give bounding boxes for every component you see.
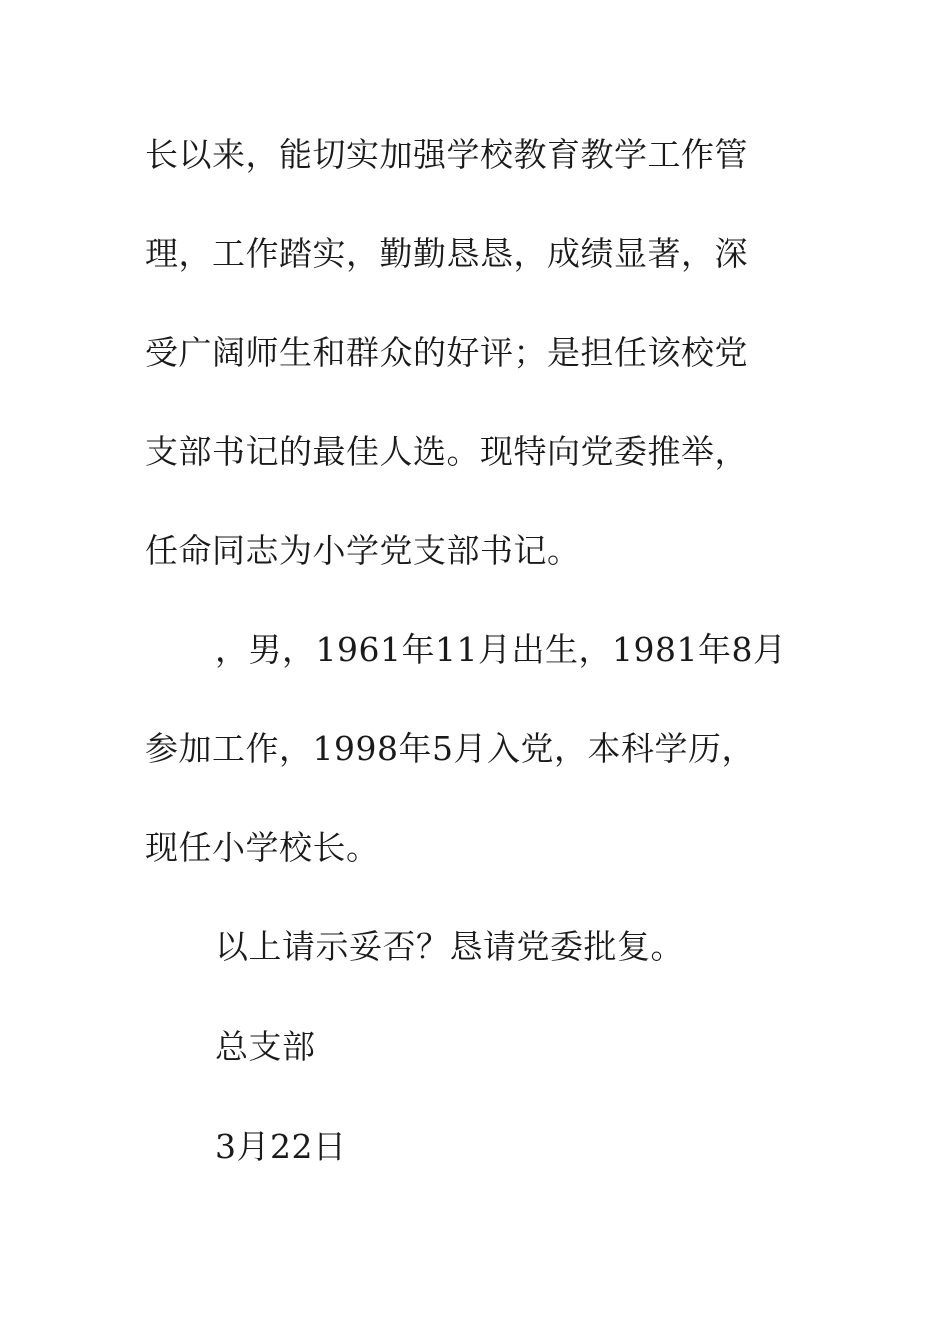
body-text-line: ，男，1961年11月出生，1981年8月 [215, 630, 787, 669]
closing-request: 以上请示妥否？恳请党委批复。 [215, 927, 684, 966]
body-text-line: 参加工作，1998年5月入党，本科学历， [145, 729, 755, 768]
body-text-line: 现任小学校长。 [145, 828, 380, 867]
body-text-line: 长以来，能切实加强学校教育教学工作管 [145, 135, 748, 174]
body-text-line: 受广阔师生和群众的好评；是担任该校党 [145, 333, 748, 372]
signature-date: 3月22日 [215, 1127, 347, 1166]
body-text-line: 任命同志为小学党支部书记。 [145, 531, 581, 570]
body-text-line: 支部书记的最佳人选。现特向党委推举， [145, 432, 748, 471]
body-text-line: 理，工作踏实，勤勤恳恳，成绩显著，深 [145, 234, 748, 273]
signature-org: 总支部 [215, 1027, 316, 1066]
